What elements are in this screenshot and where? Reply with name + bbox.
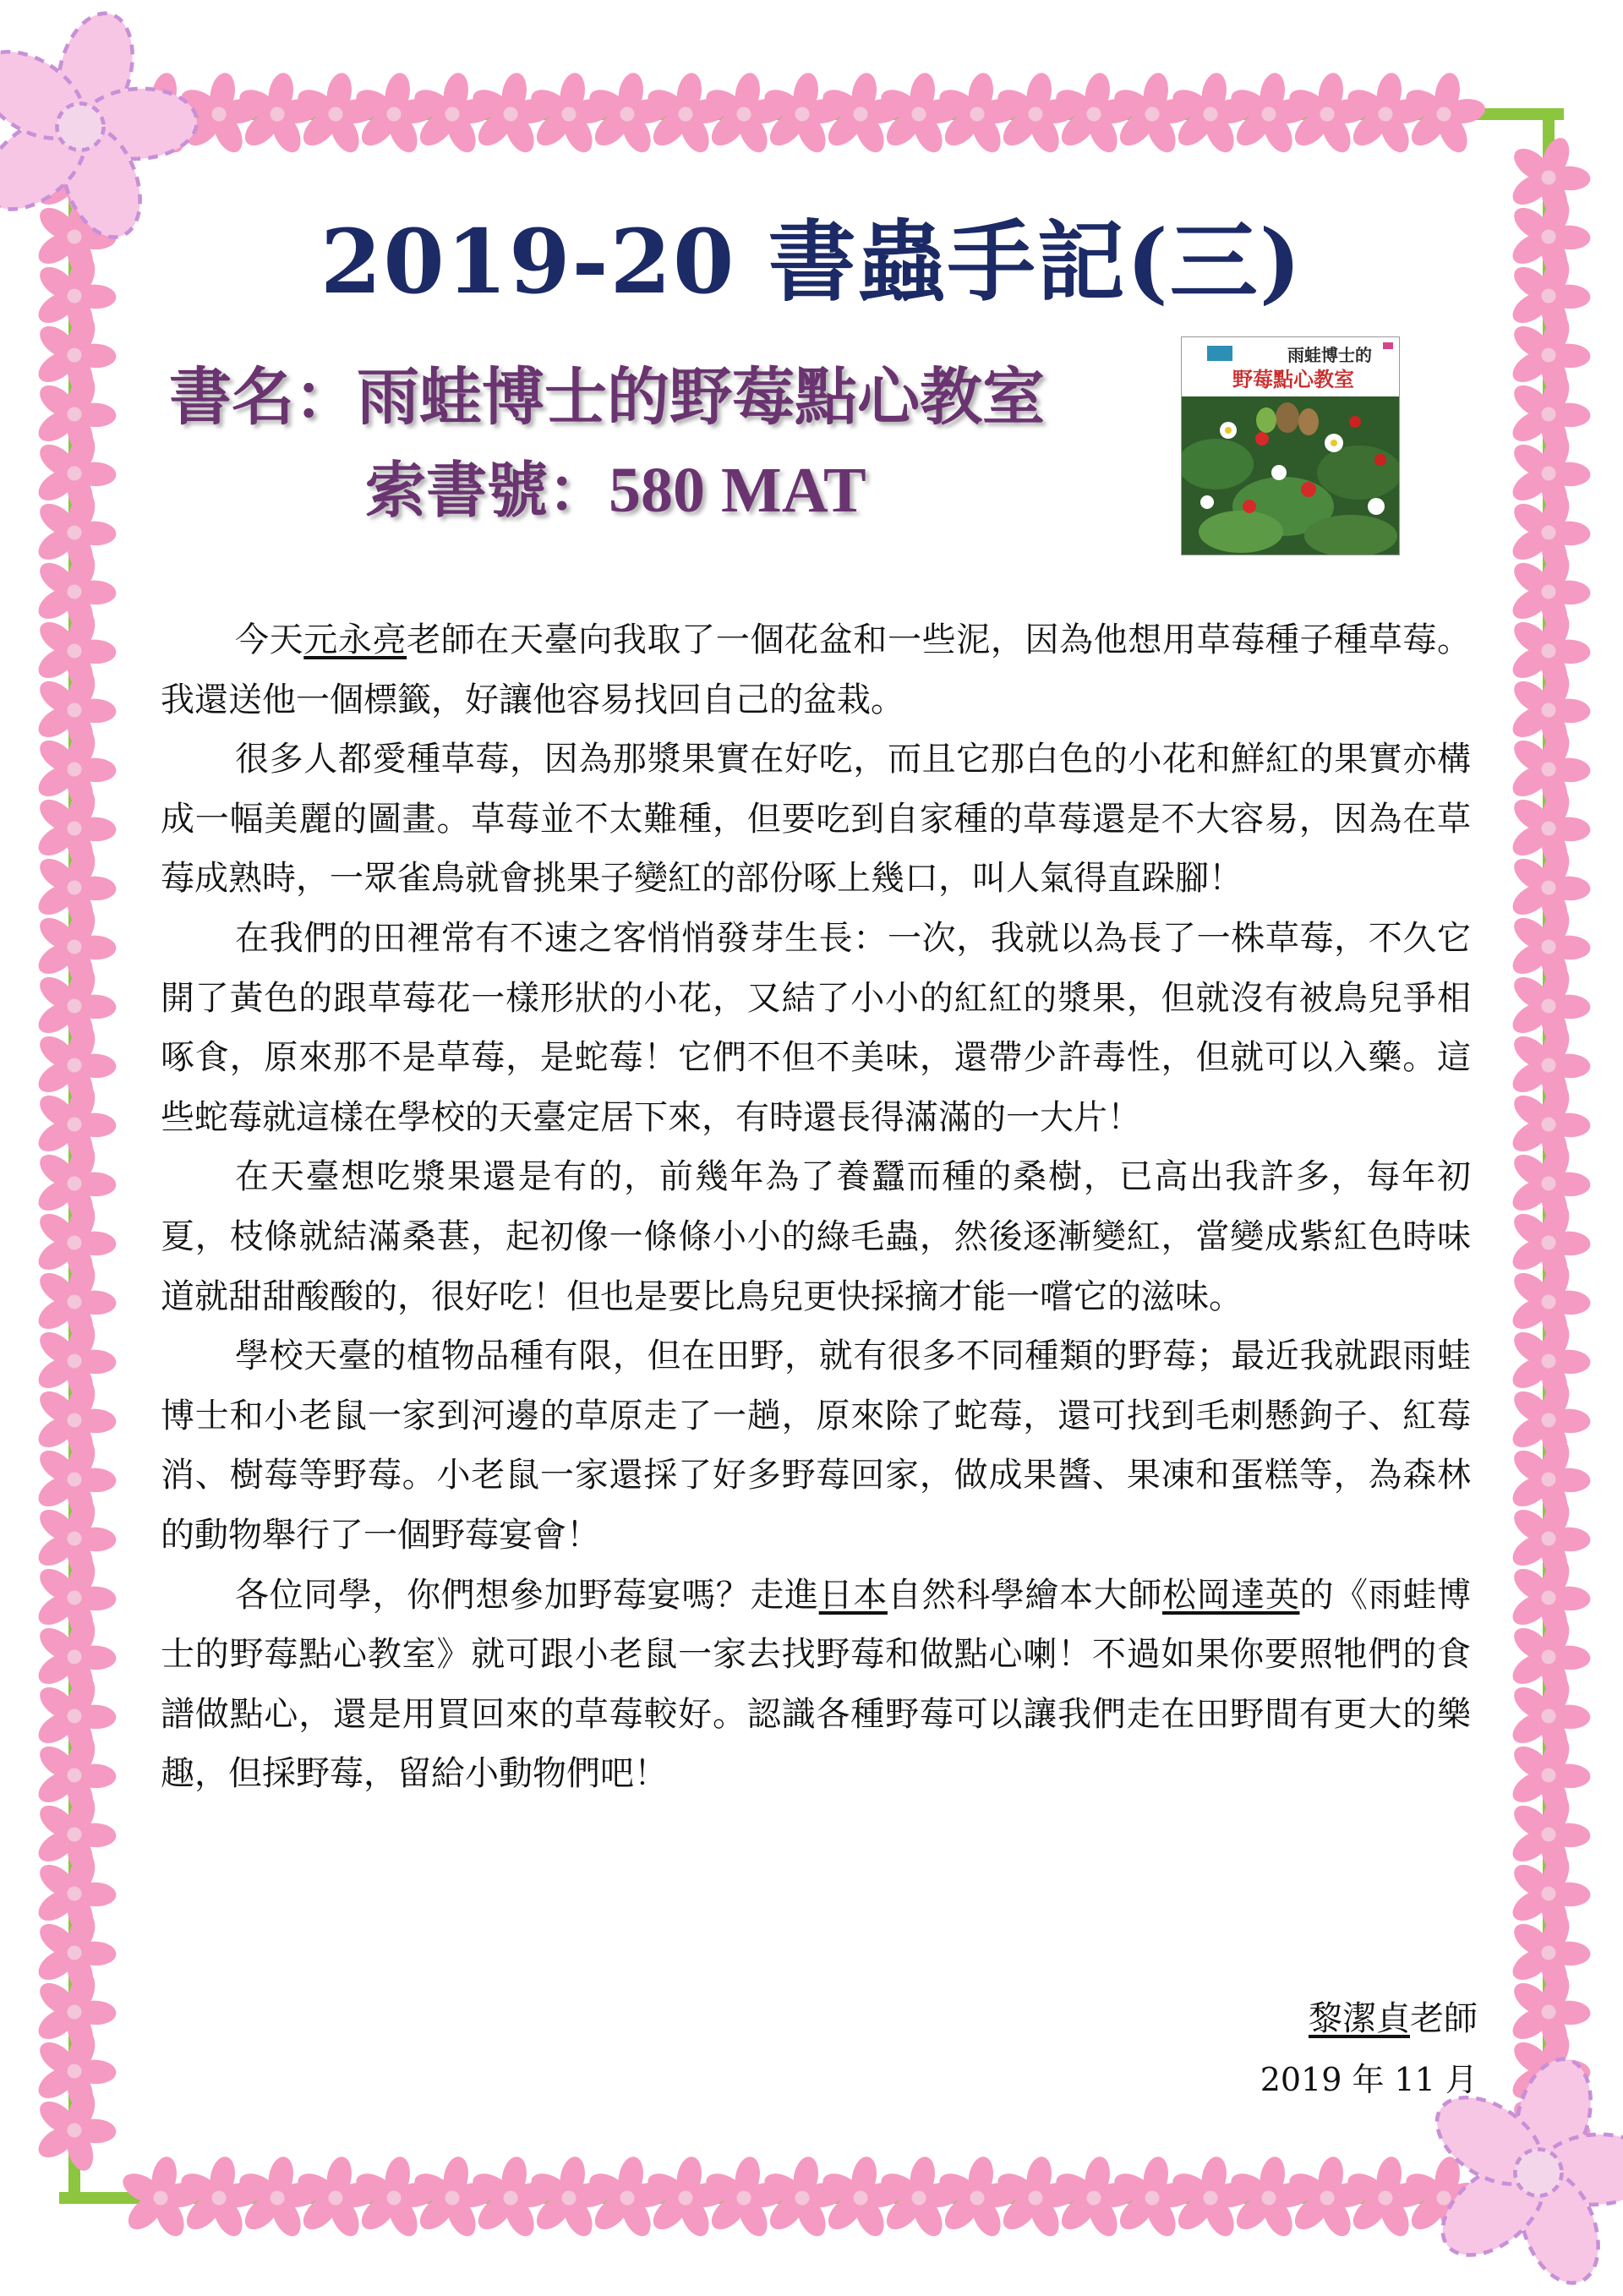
author-title: 老師 [1410,1999,1478,2038]
call-number: 580 MAT [609,455,866,526]
svg-text:雨蛙博士的: 雨蛙博士的 [1287,345,1372,365]
call-number-label: 索書號： [365,455,609,526]
book-cover-image [1181,336,1400,555]
paragraph-text: 老師在天臺向我取了一個花盆和一些泥，因為他想用草莓種子種草莓。我還送他一個標籤，好讓他容易找回自己的盆栽。 [161,620,1472,719]
book-title-heading [169,355,1045,440]
paragraph-text: 的《雨蛙博士的野莓點心教室》就可跟小老鼠一家去找野莓和做點心喇！不過如果你要照牠們的食譜做點心，還是用買回來的草莓較好。認識各種野莓可以讓我們走在田野間有更大的樂趣，但採野莓，留給小動物們吧！ [161,1575,1472,1794]
book-title-label: 書名： [169,361,357,434]
page-title: 2019-20 書蟲手記(三) [320,210,1303,314]
paragraph-text: 今天 [235,620,304,659]
article-paragraph [161,1326,1471,1565]
call-number-heading [365,448,866,533]
paragraph-text: 學校天臺的植物品種有限，但在田野，就有很多不同種類的野莓；最近我就跟雨蛙博士和小老鼠一家到河邊的草原走了一趟，原來除了蛇莓，還可找到毛刺懸鉤子、紅莓消、樹莓等野莓。小老鼠一家還採了好多野莓回家，做成果醬、果凍和蛋糕等，為森林的動物舉行了一個野莓宴會！ [161,1337,1471,1555]
article-body [161,610,1471,1804]
author-name: 黎潔貞 [1309,1999,1410,2038]
underlined-name: 元永亮 [303,620,407,659]
paragraph-text: 很多人都愛種草莓，因為那漿果實在好吃，而且它那白色的小花和鮮紅的果實亦構成一幅美麗的圖畫。草莓並不太難種，但要吃到自家種的草莓還是不大容易，因為在草莓成熟時，一眾雀鳥就會挑果子變紅的部份啄上幾口，叫人氣得直跺腳！ [161,740,1471,899]
underlined-name: 日本 [818,1575,888,1615]
article-paragraph [161,610,1471,730]
paragraph-text: 在天臺想吃漿果還是有的，前幾年為了養蠶而種的桑樹，已高出我許多，每年初夏，枝條就結滿桑葚，起初像一條條小小的綠毛蟲，然後逐漸變紅，當變成紫紅色時味道就甜甜酸酸的，很好吃！但也是要比鳥兒更快採摘才能一嚐它的滋味。 [161,1157,1471,1316]
article-paragraph [161,730,1471,909]
article-paragraph [161,1147,1471,1326]
paragraph-text: 在我們的田裡常有不速之客悄悄發芽生長：一次，我就以為長了一株草莓，不久它開了黃色的跟草莓花一樣形狀的小花，又結了小小的紅紅的漿果，但就沒有被鳥兒爭相啄食，原來那不是草莓，是蛇莓！它們不但不美味，還帶少許毒性，但就可以入藥。這些蛇莓就這樣在學校的天臺定居下來，有時還長得滿滿的一大片！ [161,918,1471,1137]
signature-date: 2019 年 11 月 [1260,2061,1478,2098]
author-signature [970,1993,1478,2044]
paragraph-text: 各位同學，你們想參加野莓宴嗎？走進 [235,1575,819,1615]
article-paragraph [161,1566,1471,1804]
paragraph-text: 自然科學繪本大師 [887,1575,1162,1615]
book-title: 雨蛙博士的野莓點心教室 [357,361,1045,434]
svg-text:野莓點心教室: 野莓點心教室 [1232,368,1354,391]
article-paragraph [161,909,1471,1147]
underlined-name: 松岡達英 [1161,1575,1300,1615]
